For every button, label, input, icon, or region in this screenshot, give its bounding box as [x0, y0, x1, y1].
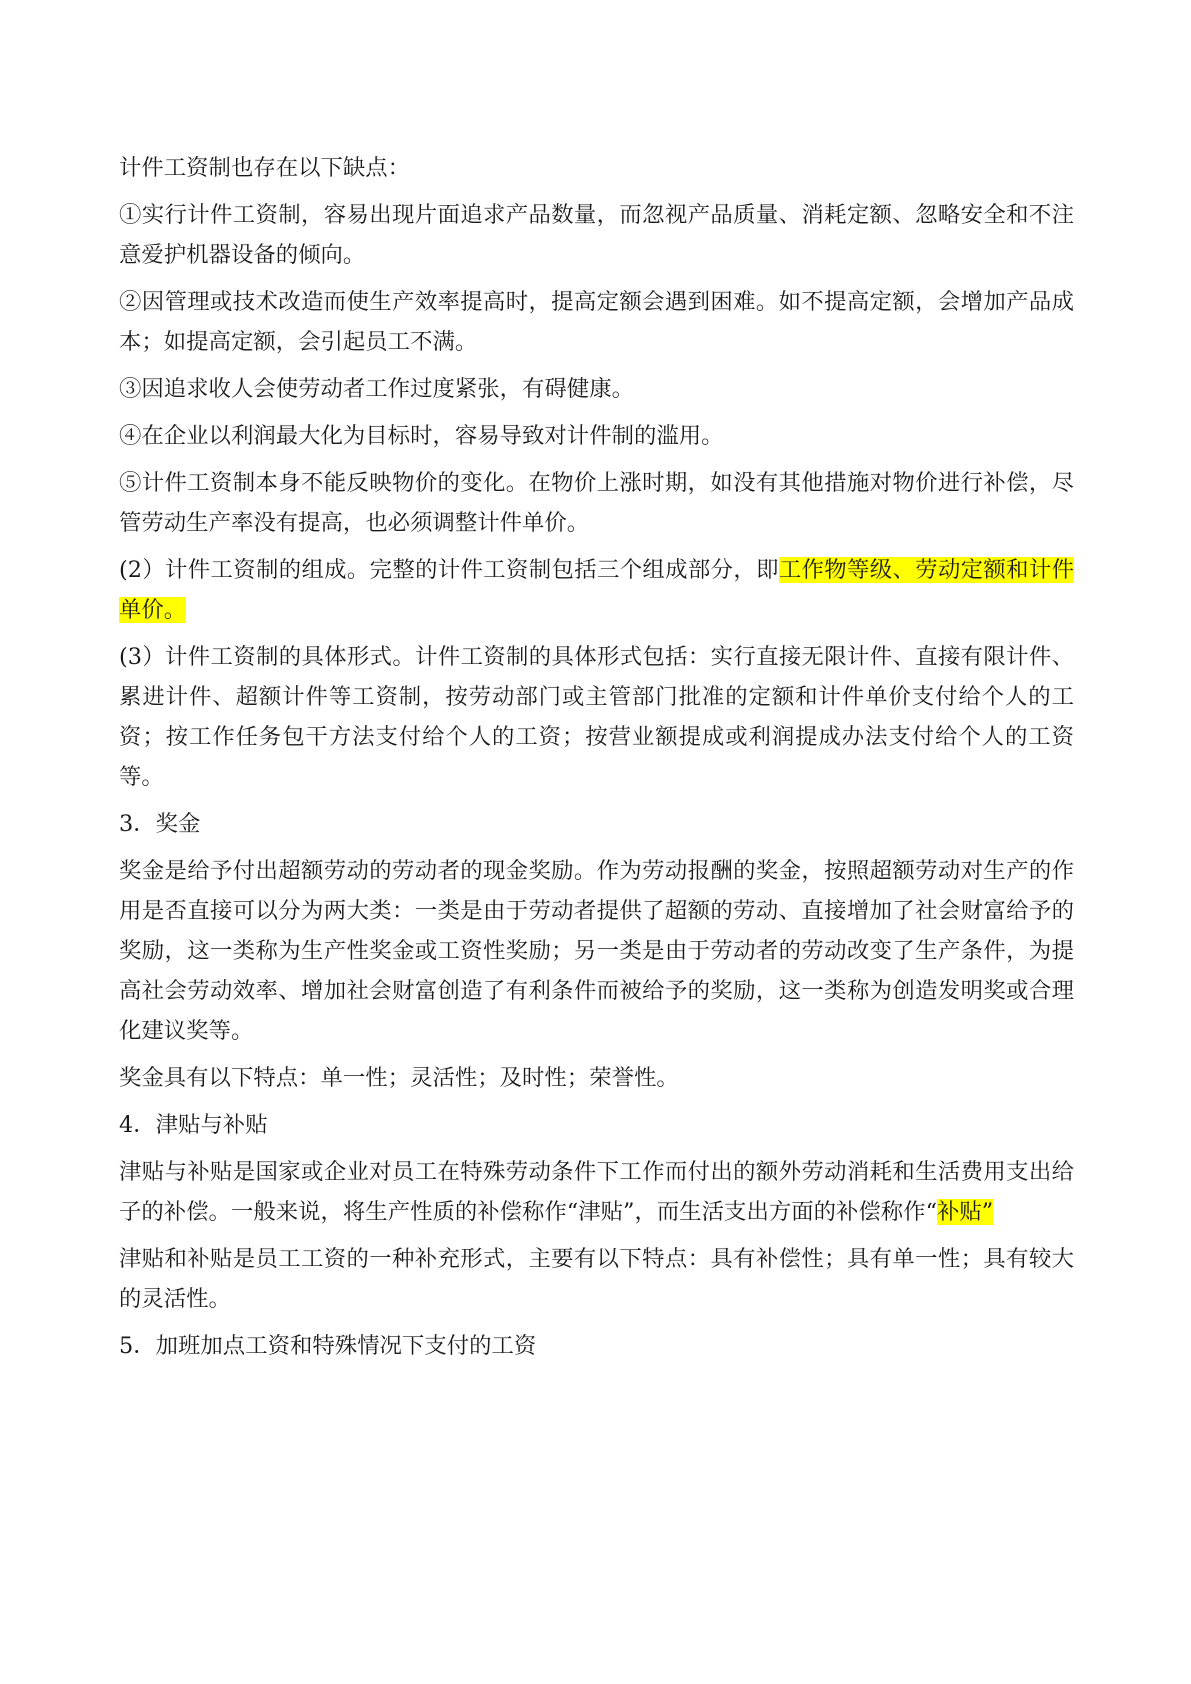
paragraph-p5 — [119, 416, 1074, 456]
paragraph-p8 — [119, 637, 1074, 797]
paragraph-p7 — [119, 550, 1074, 630]
text-segment: 奖金具有以下特点：单一性；灵活性；及时性；荣誉性。 — [119, 1065, 679, 1091]
paragraph-p10 — [119, 851, 1074, 1051]
paragraph-p6 — [119, 463, 1074, 543]
text-segment: 奖金是给予付出超额劳动的劳动者的现金奖励。作为劳动报酬的奖金，按照超额劳动对生产的作用是否直接可以分为两大类：一类是由于劳动者提供了超额的劳动、直接增加了社会财富给予的奖励，这一类称为生产性奖金或工资性奖励；另一类是由于劳动者的劳动改变了生产条件，为提高社会劳动效率、增加社会财富创造了有利条件而被给予的奖励，这一类称为创造发明奖或合理化建议奖等。 — [119, 858, 1074, 1044]
paragraph-p1 — [119, 148, 1074, 188]
text-segment: 津贴与补贴是国家或企业对员工在特殊劳动条件下工作而付出的额外劳动消耗和生活费用支出给子的补偿。一般来说，将生产性质的补偿称作“津贴”，而生活支出方面的补偿称作“ — [119, 1159, 1074, 1225]
highlighted-text: 补贴” — [937, 1199, 994, 1225]
highlighted-text: 工作物等级、劳动定额和计件单价。 — [119, 557, 1075, 623]
text-segment: 计件工资制也存在以下缺点： — [119, 155, 411, 181]
text-segment: ②因管理或技术改造而使生产效率提高时，提高定额会遇到困难。如不提高定额，会增加产品成本；如提高定额，会引起员工不满。 — [119, 289, 1074, 355]
text-segment: ⑤计件工资制本身不能反映物价的变化。在物价上涨时期，如没有其他措施对物价进行补偿，尽管劳动生产率没有提高，也必须调整计件单价。 — [119, 470, 1074, 536]
text-segment: 津贴和补贴是员工工资的一种补充形式，主要有以下特点：具有补偿性；具有单一性；具有较大的灵活性。 — [119, 1246, 1074, 1312]
paragraph-p3 — [119, 282, 1074, 362]
section-heading-overtime — [119, 1326, 1074, 1366]
paragraph-p2 — [119, 195, 1074, 275]
text-segment: (2）计件工资制的组成。完整的计件工资制包括三个组成部分，即 — [119, 557, 779, 583]
paragraph-p11 — [119, 1058, 1074, 1098]
text-segment: (3）计件工资制的具体形式。计件工资制的具体形式包括：实行直接无限计件、直接有限计件、累进计件、超额计件等工资制，按劳动部门或主管部门批准的定额和计件单价支付给个人的工资；按工作任务包干方法支付给个人的工资；按营业额提成或利润提成办法支付给个人的工资等。 — [119, 644, 1074, 790]
paragraph-p13 — [119, 1152, 1074, 1232]
document-body — [119, 148, 1074, 1373]
paragraph-p4 — [119, 369, 1074, 409]
text-segment: 4．津贴与补贴 — [119, 1112, 268, 1138]
text-segment: 3．奖金 — [119, 811, 201, 837]
paragraph-p14 — [119, 1239, 1074, 1319]
text-segment: ③因追求收人会使劳动者工作过度紧张，有碍健康。 — [119, 376, 634, 402]
text-segment: ④在企业以利润最大化为目标时，容易导致对计件制的滥用。 — [119, 423, 724, 449]
section-heading-bonus — [119, 804, 1074, 844]
text-segment: 5．加班加点工资和特殊情况下支付的工资 — [119, 1333, 537, 1359]
text-segment: ①实行计件工资制，容易出现片面追求产品数量，而忽视产品质量、消耗定额、忽略安全和不注意爱护机器设备的倾向。 — [119, 202, 1074, 268]
section-heading-allowance — [119, 1105, 1074, 1145]
